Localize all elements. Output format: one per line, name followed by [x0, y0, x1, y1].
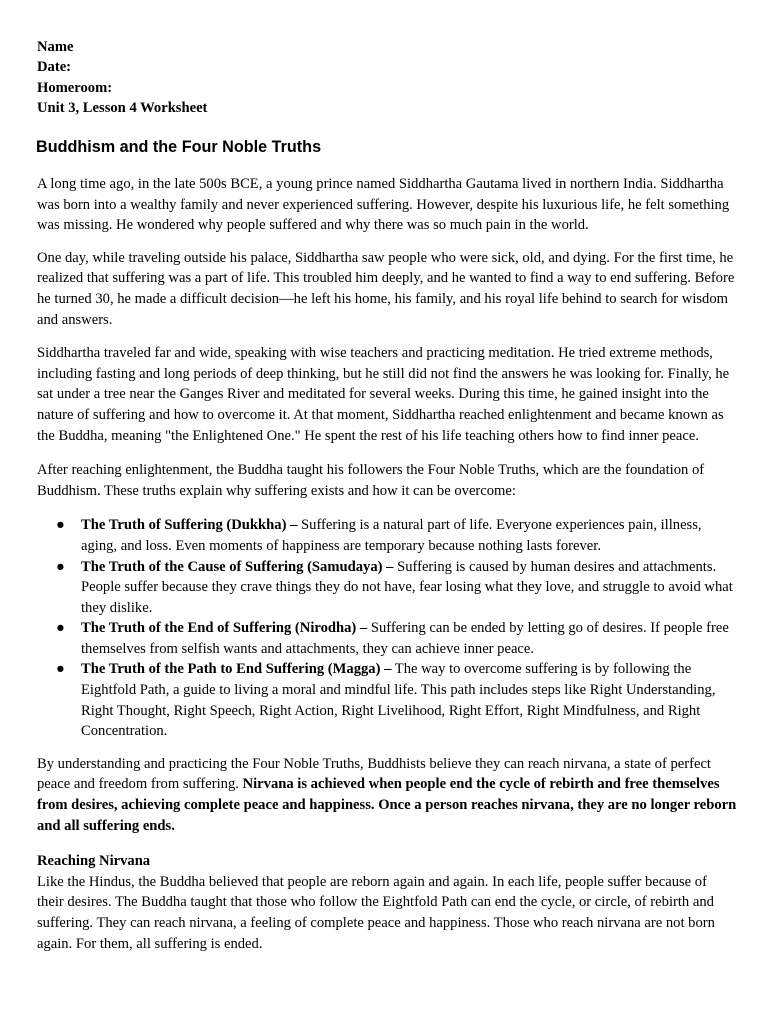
- bullet-icon: ●: [56, 558, 65, 575]
- truth-term: The Truth of Suffering (Dukkha) –: [81, 517, 298, 534]
- truth-text: Suffering is caused by human desires and attachments. People suffer because they crave things they do not have, fear losing what they love, and struggle to avoid what they dislike.: [81, 558, 733, 616]
- truth-term: The Truth of the End of Suffering (Nirodha) –: [81, 620, 368, 637]
- section-heading-reaching-nirvana: Reaching Nirvana: [37, 853, 151, 870]
- paragraph-nirvana: [37, 754, 737, 836]
- nirvana-plain-text: By understanding and practicing the Four Noble Truths, Buddhists believe they can reach nirvana, a state of perfect peace and freedom from suffering.: [37, 755, 711, 793]
- bullet-icon: ●: [56, 620, 65, 637]
- truth-term: The Truth of the Cause of Suffering (Samudaya) –: [81, 558, 394, 575]
- list-item: [37, 659, 737, 741]
- truth-text: Suffering is a natural part of life. Everyone experiences pain, illness, aging, and loss. Even moments of happiness are temporary because nothing lasts forever.: [81, 517, 702, 554]
- four-noble-truths-list: [37, 515, 737, 742]
- page-title: Buddhism and the Four Noble Truths: [36, 138, 322, 156]
- paragraph-journey: One day, while traveling outside his palace, Siddhartha saw people who were sick, old, and dying. For the first time, he realized that suffering was a part of life. This troubled him deeply, and he wanted to find a way to end suffering. Before he turned 30, he made a difficult decision—he left his home, his family, and his royal life behind to search for wisdom and answers.: [37, 249, 735, 328]
- worksheet-body: [37, 174, 737, 954]
- date-label: Date:: [37, 59, 72, 76]
- paragraph-reaching-nirvana: Like the Hindus, the Buddha believed that people are reborn again and again. In each life, people suffer because of their desires. The Buddha taught that those who follow the Eightfold Path can end the cycle, or circle, of rebirth and suffering. They can reach nirvana, a feeling of complete peace and happiness. Those who reach nirvana are not born again. For them, all suffering is ended.: [37, 873, 715, 952]
- nirvana-bold-text: Nirvana is achieved when people end the cycle of rebirth and free themselves from desires, achieving complete peace and happiness. Once a person reaches nirvana, they are no longer reborn and all suffering ends.: [37, 776, 737, 834]
- truth-text: Suffering can be ended by letting go of desires. If people free themselves from selfish wants and attachments, they can achieve inner peace.: [81, 620, 729, 657]
- homeroom-label: Homeroom:: [37, 79, 113, 96]
- bullet-icon: ●: [56, 517, 65, 534]
- list-item: [37, 515, 737, 556]
- paragraph-enlightenment: Siddhartha traveled far and wide, speaking with wise teachers and practicing meditation. He tried extreme methods, including fasting and long periods of deep thinking, but he still did not find the answers he was looking for. Finally, he sat under a tree near the Ganges River and meditated for several weeks. During this time, he gained insight into the nature of suffering and how to overcome it. At that moment, Siddhartha reached enlightenment and became known as the Buddha, meaning "the Enlightened One." He spent the rest of his life teaching others how to find inner peace.: [37, 345, 730, 444]
- list-item: [37, 618, 737, 659]
- worksheet-header: [37, 37, 207, 119]
- truth-term: The Truth of the Path to End Suffering (Magga) –: [81, 661, 392, 678]
- paragraph-intro: A long time ago, in the late 500s BCE, a young prince named Siddhartha Gautama lived in northern India. Siddhartha was born into a wealthy family and never experienced suffering. However, despite his luxurious life, he felt something was missing. He wondered why people suffered and why there was so much pain in the world.: [37, 176, 730, 234]
- name-label: Name: [37, 39, 74, 55]
- bullet-icon: ●: [56, 661, 65, 678]
- paragraph-four-truths-intro: After reaching enlightenment, the Buddha taught his followers the Four Noble Truths, which are the foundation of Buddhism. These truths explain why suffering exists and how it can be overcome:: [37, 462, 705, 499]
- truth-text: The way to overcome suffering is by following the Eightfold Path, a guide to living a moral and mindful life. This path includes steps like Right Understanding, Right Thought, Right Speech, Right Action, Right Livelihood, Right Effort, Right Mindfulness, and Right Concentration.: [81, 661, 716, 740]
- worksheet-label: Unit 3, Lesson 4 Worksheet: [37, 100, 208, 117]
- list-item: [37, 557, 737, 619]
